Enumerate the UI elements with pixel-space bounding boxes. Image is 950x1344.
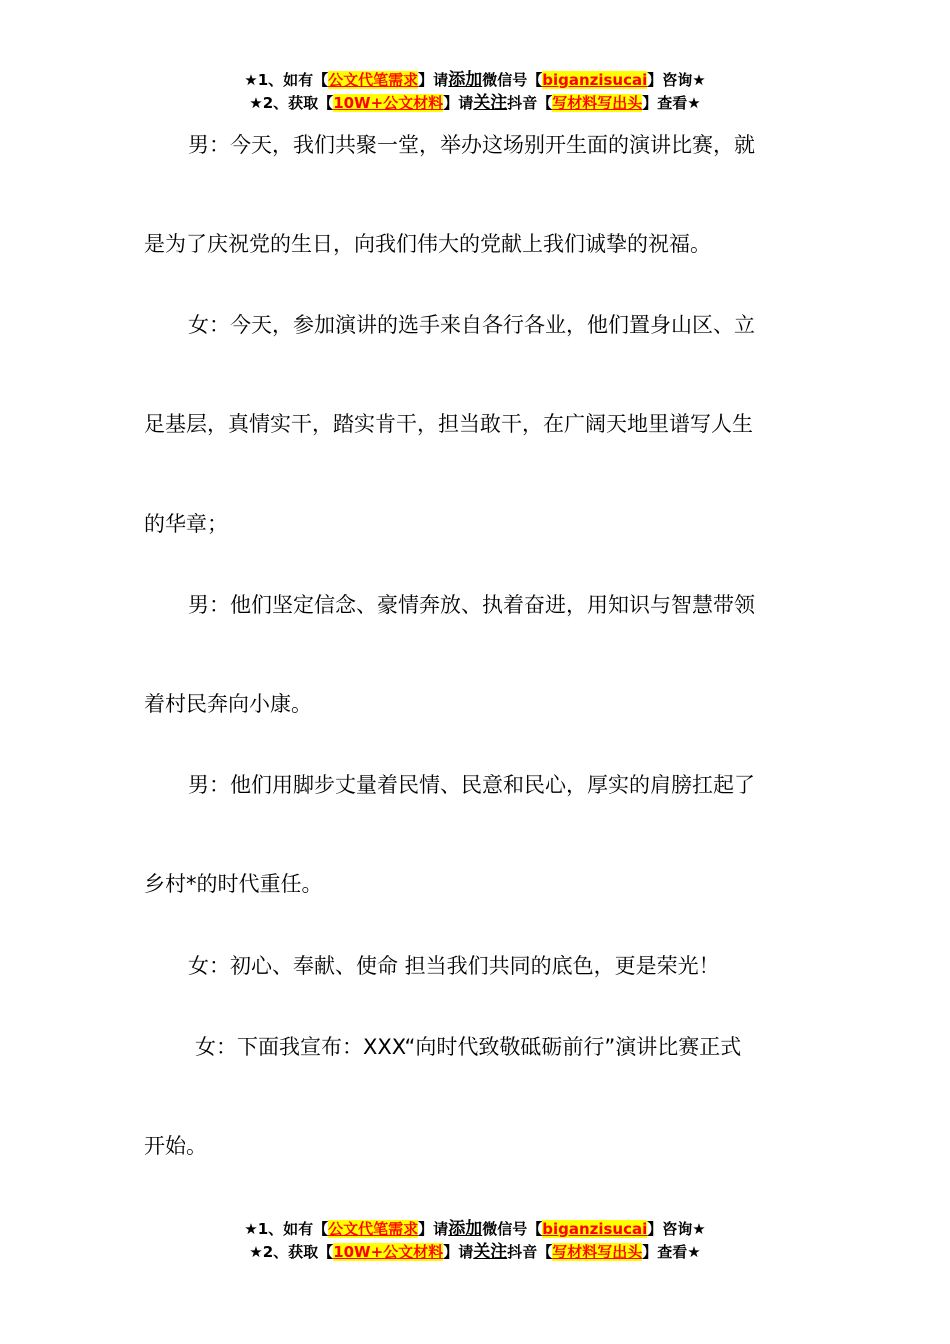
footer-banner (0, 1218, 950, 1264)
banner-text: 】请 (443, 1243, 474, 1261)
star-icon: ★ (687, 94, 701, 112)
wechat-id: biganzisucai (542, 71, 648, 89)
speech-line: 男：今天，我们共聚一堂，举办这场别开生面的演讲比赛，就 (188, 133, 755, 157)
banner-text: 1、如有【 (257, 1220, 329, 1238)
banner-text: 】请 (418, 71, 449, 89)
star-icon: ★ (244, 71, 258, 89)
banner-text: 】查看 (642, 94, 688, 112)
speech-line: 的华章； (144, 512, 228, 536)
speech-line: 着村民奔向小康。 (144, 692, 312, 716)
banner-text: 抖音【 (507, 94, 553, 112)
highlight-service: 公文代笔需求 (328, 71, 419, 89)
douyin-account: 写材料写出头 (552, 1243, 643, 1261)
banner-text: 抖音【 (507, 1243, 553, 1261)
star-icon: ★ (249, 94, 263, 112)
banner-text: 微信号【 (482, 1220, 543, 1238)
speech-line: 男：他们用脚步丈量着民情、民意和民心，厚实的肩膀扛起了 (188, 773, 755, 797)
speech-line: 开始。 (144, 1134, 207, 1158)
banner-text: 】咨询 (647, 1220, 693, 1238)
banner-text: 微信号【 (482, 71, 543, 89)
speech-line: 是为了庆祝党的生日，向我们伟大的党献上我们诚挚的祝福。 (144, 232, 711, 256)
banner-text: 】请 (418, 1220, 449, 1238)
banner-line-1 (0, 1218, 950, 1241)
emphasis-follow: 关注 (473, 1242, 508, 1262)
banner-text: 1、如有【 (257, 71, 329, 89)
highlight-materials: 10W+公文材料 (333, 94, 444, 112)
banner-text: 】查看 (642, 1243, 688, 1261)
douyin-account: 写材料写出头 (552, 94, 643, 112)
banner-text: 2、获取【 (262, 94, 334, 112)
banner-text: 】咨询 (647, 71, 693, 89)
star-icon: ★ (249, 1243, 263, 1261)
highlight-materials: 10W+公文材料 (333, 1243, 444, 1261)
star-icon: ★ (687, 1243, 701, 1261)
star-icon: ★ (692, 1220, 706, 1238)
wechat-id: biganzisucai (542, 1220, 648, 1238)
emphasis-add: 添加 (448, 70, 483, 90)
emphasis-follow: 关注 (473, 93, 508, 113)
star-icon: ★ (244, 1220, 258, 1238)
banner-line-2 (0, 1241, 950, 1264)
banner-text: 2、获取【 (262, 1243, 334, 1261)
speech-line: 女：今天，参加演讲的选手来自各行各业，他们置身山区、立 (188, 313, 755, 337)
speech-line: 女：下面我宣布：XXX“向时代致敬砥砺前行”演讲比赛正式 (195, 1035, 742, 1059)
banner-text: 】请 (443, 94, 474, 112)
speech-line: 乡村*的时代重任。 (144, 872, 323, 896)
star-icon: ★ (692, 71, 706, 89)
speech-line: 女：初心、奉献、使命 担当我们共同的底色，更是荣光！ (188, 954, 720, 978)
emphasis-add: 添加 (448, 1219, 483, 1239)
speech-line: 男：他们坚定信念、豪情奔放、执着奋进，用知识与智慧带领 (188, 593, 755, 617)
highlight-service: 公文代笔需求 (328, 1220, 419, 1238)
speech-line: 足基层，真情实干，踏实肯干，担当敢干，在广阔天地里谱写人生 (144, 412, 753, 436)
